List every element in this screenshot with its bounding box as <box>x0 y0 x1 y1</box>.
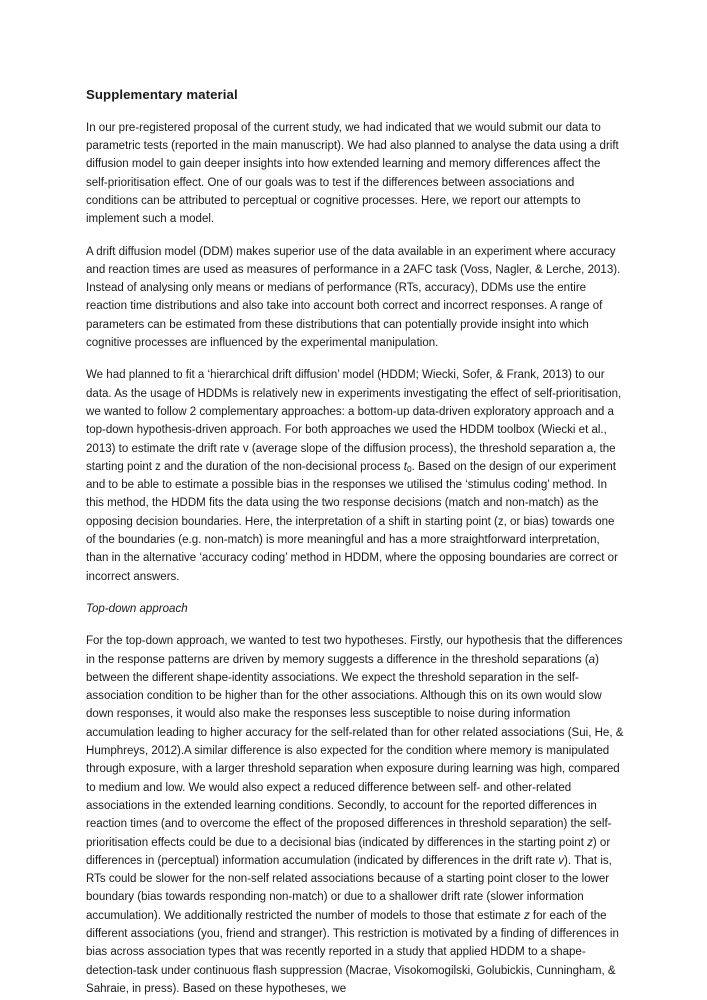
paragraph-1: In our pre-registered proposal of the current study, we had indicated that we would submit our data to parametric tests (reported in the main manuscript). We had also planned to analyse the data using a drift diffusion model to gain deeper insights into how extended learning and memory differences affect the self-prioritisation effect. One of our goals was to test if the differences between associations and conditions can be attributed to perceptual or cognitive processes. Here, we report our attempts to implement such a model. <box>86 121 619 226</box>
paragraph-3-part-1: We had planned to fit a ‘hierarchical drift diffusion’ model (HDDM; Wiecki, Sofer, & Frank, 2013) to our data. As the usage of HDDMs is relatively new in experiments investigating the effect of self-prioritisation, we wanted to follow 2 complementary approaches: a bottom-up data-driven exploratory approach and a top-down hypothesis-driven approach. For both approaches we used the HDDM toolbox (Wiecki et al., 2013) to estimate the drift rate v (average slope of the diffusion process), the threshold separation a, the starting point z and the duration of the non-decisional process <box>86 369 622 473</box>
parameter-z-symbol-2: z <box>523 909 530 922</box>
paragraph-3 <box>86 366 625 586</box>
paragraph-4-segment-1: For the top-down approach, we wanted to test two hypotheses. Firstly, our hypothesis that the differences in the response patterns are driven by memory suggests a difference in the threshold separations ( <box>86 635 623 666</box>
parameter-z-symbol-1: z <box>587 836 593 849</box>
paragraph-4 <box>86 632 625 998</box>
paragraph-4-segment-4: ). That is, RTs could be slower for the non-self related associations because of a starting point closer to the lower boundary (bias towards responding non-match) or due to a shallower drift rate (slower information accumulation). We additionally restricted the number of models to those that estimate <box>86 854 612 922</box>
paragraph-3-part-2: . Based on the design of our experiment and to be able to estimate a possible bias in the responses we utilised the ‘stimulus coding’ method. In this method, the HDDM fits the data using the two response decisions (match and non-match) as the opposing decision boundaries. Here, the interpretation of a shift in starting point (z, or bias) towards one of the boundaries (e.g. non-match) is more meaningful and has a more straightforward interpretation, than in the alternative ‘accuracy coding’ method in HDDM, where the opposing boundaries are correct or incorrect answers. <box>86 460 618 583</box>
paragraph-2: A drift diffusion model (DDM) makes superior use of the data available in an experiment where accuracy and reaction times are used as measures of performance in a 2AFC task (Voss, Nagler, & Lerche, 2013). Instead of analysing only means or medians of performance (RTs, accuracy), DDMs use the entire reaction time distributions and also take into account both correct and incorrect responses. A range of parameters can be estimated from these distributions that can potentially provide insight into which cognitive processes are influenced by the experimental manipulation. <box>86 245 621 350</box>
paragraph-4-segment-2: ) between the different shape-identity associations. We expect the threshold separation in the self-association condition to be higher than for the other associations. Although this on its own would slow down responses, it would also make the responses less susceptible to noise during information accumulation leading to higher accuracy for the self-related than for other related associations (Sui, He, & Humphreys, 2012).A similar difference is also expected for the condition where memory is manipulated through exposure, with a larger threshold separation when exposure during learning was high, compared to medium and low. We would also expect a reduced difference between self- and other-related associations in the extended learning conditions. Secondly, to account for the reported differences in reaction times (and to overcome the effect of the proposed differences in threshold separation) the self-prioritisation effects could be due to a decisional bias (indicated by differences in the starting point <box>86 653 624 849</box>
subheading-top-down-approach: Top-down approach <box>86 602 188 615</box>
parameter-t0-symbol: t <box>403 460 407 473</box>
paragraph-4-segment-5: for each of the different associations (you, friend and stranger). This restriction is motivated by a finding of differences in bias across association types that was recently reported in a study that applied HDDM to a shape-detection-task under continuous flash suppression (Macrae, Visokomogilski, Golubickis, Cunningham, & Sahraie, in press). Based on these hypotheses, we <box>86 909 619 995</box>
parameter-t0-subscript: 0 <box>406 464 412 475</box>
paragraph-4-segment-3: ) or differences in (perceptual) information accumulation (indicated by differences in the drift rate <box>86 836 611 867</box>
parameter-a-symbol: a <box>588 653 596 666</box>
page-title: Supplementary material <box>86 87 238 102</box>
parameter-v-symbol: v <box>558 854 565 867</box>
